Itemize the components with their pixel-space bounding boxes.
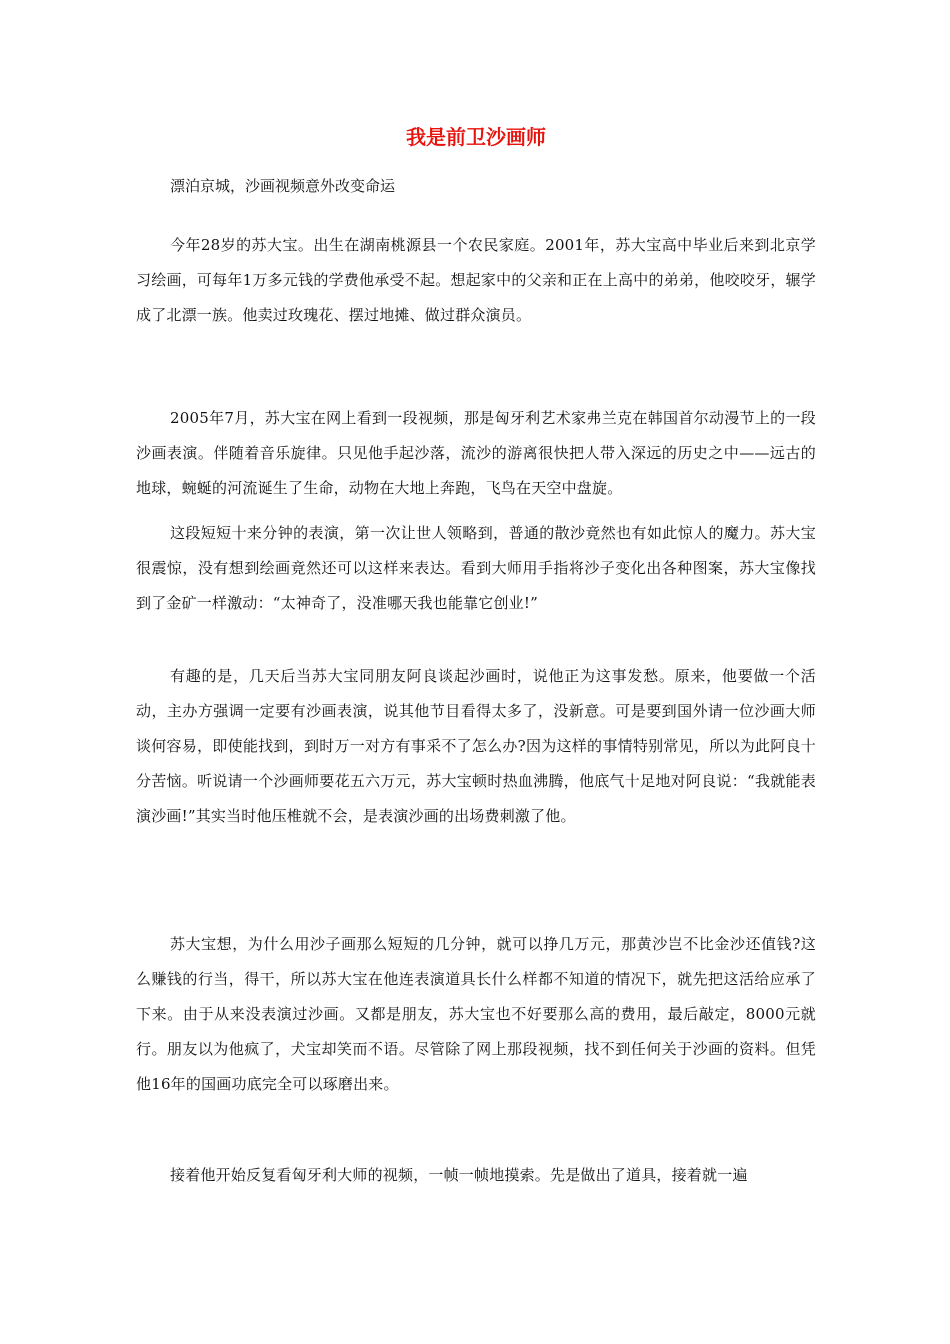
paragraph-4: 有趣的是，几天后当苏大宝同朋友阿良谈起沙画时，说他正为这事发愁。原来，他要做一个活动，主办方强调一定要有沙画表演，说其他节目看得太多了，没新意。可是要到国外请一位沙画大师谈何容易，即使能找到，到时万一对方有事采不了怎么办?因为这样的事情特别常见，所以为此阿良十分苦恼。听说请一个沙画师要花五六万元，苏大宝顿时热血沸腾，他底气十足地对阿良说：“我就能表演沙画!”其实当时他压椎就不会，是表演沙画的出场费刺激了他。 (136, 667, 816, 825)
document-subtitle: 漂泊京城，沙画视频意外改变命运 (170, 177, 396, 195)
paragraph-6: 接着他开始反复看匈牙利大师的视频，一帧一帧地摸索。先是做出了道具，接着就一遍 (170, 1166, 748, 1184)
paragraph-2: 2005年7月，苏大宝在网上看到一段视频，那是匈牙利艺术家弗兰克在韩国首尔动漫节上的一段沙画表演。伴随着音乐旋律。只见他手起沙落，流沙的游离很快把人带入深远的历史之中——远古的地球，蜿蜒的河流诞生了生命，动物在大地上奔跑，飞鸟在天空中盘旋。 (136, 409, 816, 497)
paragraph-1: 今年28岁的苏大宝。出生在湖南桃源县一个农民家庭。2001年，苏大宝高中毕业后来到北京学习绘画，可每年1万多元钱的学费他承受不起。想起家中的父亲和正在上高中的弟弟，他咬咬牙，辗学成了北漂一族。他卖过玫瑰花、摆过地摊、做过群众演员。 (136, 236, 816, 324)
paragraph-5: 苏大宝想，为什么用沙子画那么短短的几分钟，就可以挣几万元，那黄沙岂不比金沙还值钱?这么赚钱的行当，得干，所以苏大宝在他连表演道具长什么样都不知道的情况下，就先把这活给应承了下来。由于从来没表演过沙画。又都是朋友，苏大宝也不好要那么高的费用，最后敲定，8000元就行。朋友以为他疯了，犬宝却笑而不语。尽管除了网上那段视频，找不到任何关于沙画的资料。但凭他16年的国画功底完全可以琢磨出来。 (136, 935, 816, 1093)
document-title: 我是前卫沙画师 (406, 125, 546, 149)
paragraph-3: 这段短短十来分钟的表演，第一次让世人领略到，普通的散沙竟然也有如此惊人的魔力。苏大宝很震惊，没有想到绘画竟然还可以这样来表达。看到大师用手指将沙子变化出各种图案，苏大宝像找到了金矿一样激动：“太神奇了，没准哪天我也能靠它创业!” (136, 524, 816, 612)
